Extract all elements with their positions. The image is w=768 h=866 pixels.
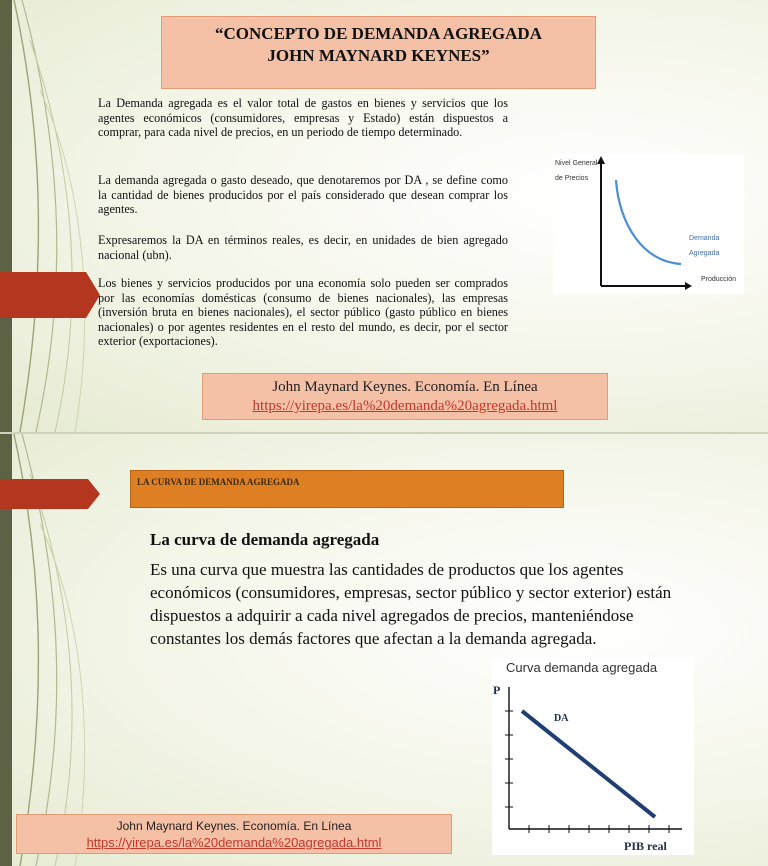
title-line-1: “CONCEPTO DE DEMANDA AGREGADA — [215, 24, 542, 43]
paragraph-2: La demanda agregada o gasto deseado, que denotaremos por DA , se define como la cantidad de bienes producidos por el país considerado que desean comprar los agentes. — [98, 173, 508, 217]
arrow-marker — [0, 272, 100, 318]
chart-x-label: Producción — [701, 276, 737, 283]
chart-title: Curva demanda agregada — [506, 660, 658, 675]
da-line — [522, 711, 655, 817]
reference-author: John Maynard Keynes. Economía. En Línea — [116, 819, 352, 833]
arrow-marker — [0, 479, 100, 509]
paragraph-4: Los bienes y servicios producidos por una economía solo pueden ser comprados por las economías domésticas (consumo de bienes nacionales), las empresas (inversión bruta en bienes nacionales), el sector público (gasto público en bienes nacionales) o por agentes residentes en el resto del mundo, es decir, por el sector exterior (exportaciones). — [98, 276, 508, 349]
section-heading: La curva de demanda agregada — [150, 530, 380, 549]
x-axis-arrow — [685, 282, 692, 290]
reference-box — [16, 814, 452, 854]
curve-label-2: Agregada — [689, 250, 720, 257]
aggregate-demand-chart — [492, 657, 694, 855]
slide-concepto — [0, 0, 768, 432]
paragraph-1: La Demanda agregada es el valor total de gastos en bienes y servicios que los agentes económicos (consumidores, empresas y Estado) están dispuestos a comprar, para cada nivel de precios, en un periodo de tiempo determinado. — [98, 96, 508, 140]
reference-link[interactable]: https://yirepa.es/la%20demanda%20agregada.html — [252, 398, 558, 414]
chart-y-label: P — [493, 683, 501, 697]
paragraph-3: Expresaremos la DA en términos reales, es decir, en unidades de bien agregado nacional (ubn). — [98, 233, 508, 262]
demand-curve-chart — [553, 154, 744, 294]
chart-x-label: PIB real — [624, 839, 667, 853]
reference-link[interactable]: https://yirepa.es/la%20demanda%20agregada.html — [86, 835, 382, 850]
section-body: Es una curva que muestra las cantidades de productos que los agentes económicos (consumidores, empresas, sector público y sector exterior) están dispuestos a adquirir a cada nivel agregados de precios, manteniéndose constantes los demás factores que afectan a la demanda agregada. — [150, 560, 672, 648]
section-bar-label: LA CURVA DE DEMANDA AGREGADA — [137, 477, 300, 487]
title-box — [161, 16, 596, 89]
curve-label-1: Demanda — [689, 235, 720, 242]
reference-author: John Maynard Keynes. Economía. En Línea — [272, 379, 538, 395]
title-line-2: JOHN MAYNARD KEYNES” — [267, 46, 490, 65]
section-bar — [130, 470, 564, 508]
demand-curve — [616, 180, 681, 264]
y-axis-arrow — [597, 156, 605, 164]
reference-box — [202, 373, 608, 420]
chart-y-label-1: Nivel General — [555, 160, 598, 167]
chart-y-label-2: de Precios — [555, 175, 589, 182]
da-line-label: DA — [554, 713, 569, 724]
